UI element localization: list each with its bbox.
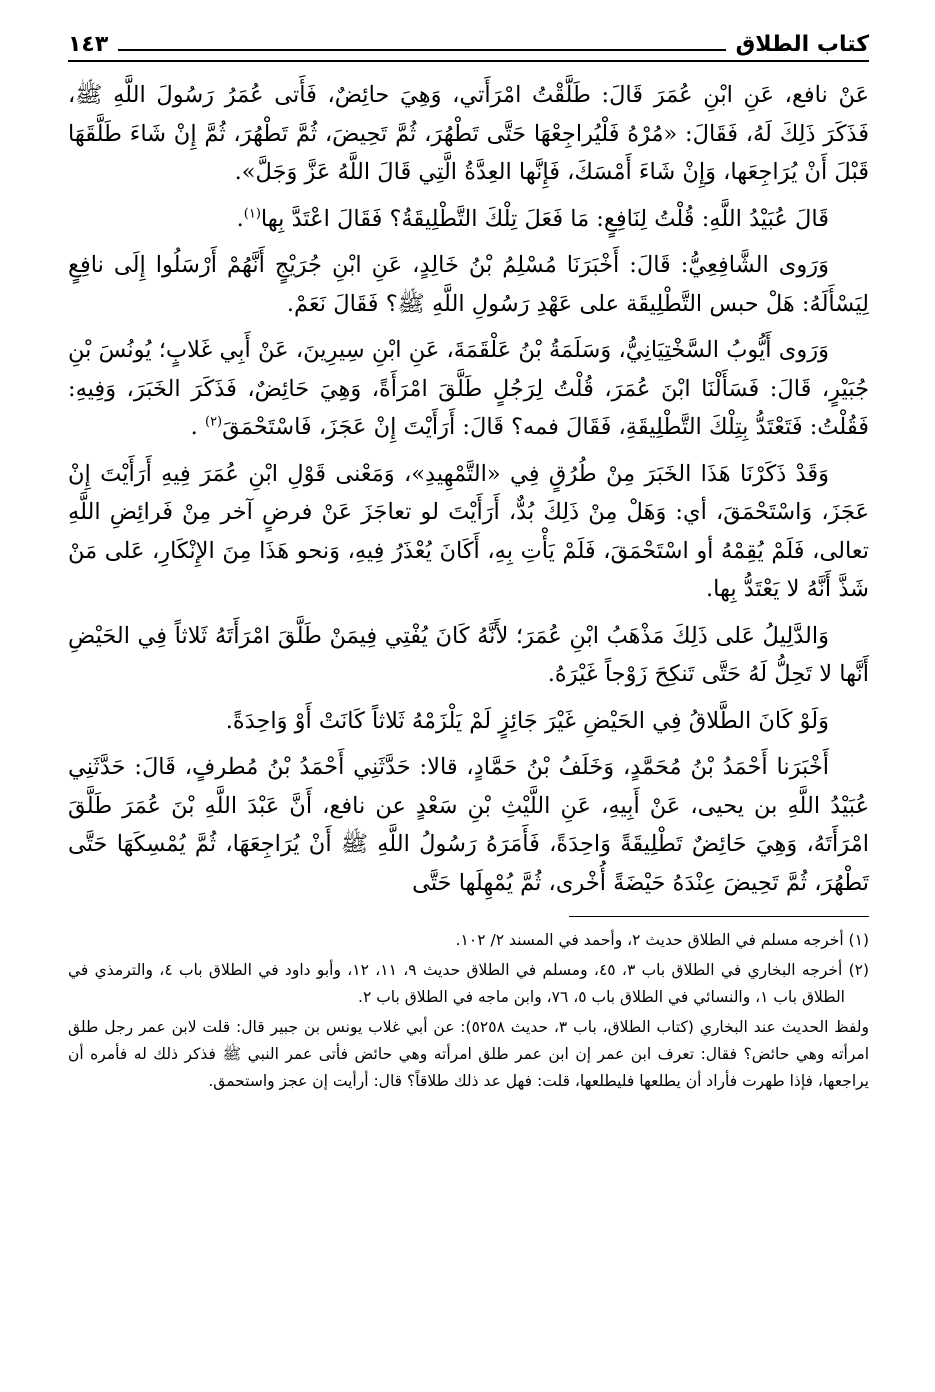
paragraph-evidence: وَالدَّلِيلُ عَلى ذَلِكَ مَذْهَبُ ابْنِ عُمَرَ؛ لأَنَّهُ كَانَ يُفْتِي فِيمَنْ طَلَّقَ امْرَأَتَهُ ثَلاثاً فِي الحَيْضِ أَنَّها لا تَحِلُّ لَهُ حَتَّى تَنكِحَ زَوْجاً غَيْرَهُ. bbox=[68, 622, 869, 687]
main-text bbox=[68, 76, 869, 902]
paragraph-isnad: أَخْبَرَنا أَحْمَدُ بْنُ مُحَمَّدٍ، وَخَلَفُ بْنُ حَمَّادٍ، قالا: حَدَّثَنِي أَحْمَدُ بْنُ مُطرفٍ، قَالَ: حَدَّثَنِي عُبَيْدُ اللَّهِ بن يحيى، عَنْ أَبِيهِ، عَنِ اللَّيْثِ بْنِ سَعْدٍ عن نافع، أَنَّ عَبْدَ اللَّهِ بْنَ عُمَرَ طَلَّقَ امْرَأَتَهُ، وَهِيَ حَائِضٌ تَطْلِيقَةً وَاحِدَةً، فَأَمَرَهُ رَسُولُ اللَّهِ ﷺ أَنْ يُرَاجِعَهَا، ثُمَّ يُمْسِكَهَا حَتَّى تَطْهُرَ، ثُمَّ تَحِيضَ عِنْدَهُ حَيْضَةً أُخْرى، ثُمَّ يُمْهِلَها حَتَّى bbox=[68, 754, 869, 896]
paragraph-text: قَالَ عُبَيْدُ اللَّهِ: قُلْتُ لِنَافِعٍ: مَا فَعَلَ تِلْكَ التَّطْلِيقَةُ؟ فَقَالَ اعْتَدَّ بِها bbox=[260, 205, 829, 232]
running-header bbox=[68, 22, 869, 62]
header-rule bbox=[118, 49, 725, 51]
footnote-1: (١) أخرجه مسلم في الطلاق حديث ٢، وأحمد في المسند ٢/ ١٠٢. bbox=[455, 931, 869, 949]
footnote-separator bbox=[569, 916, 869, 917]
footnote-ref-2: (٢) bbox=[204, 414, 223, 430]
paragraph-shafii: وَرَوى الشَّافِعِيُّ: قَالَ: أَخْبَرَنَا مُسْلِمُ بْنُ خَالِدٍ، عَنِ ابْنِ جُرَيْجٍ أَنَّهُمْ أَرْسَلُوا إِلَى نافِعٍ لِيَسْأَلَهُ: هَلْ حبس التَّطْلِيقَة على عَهْدِ رَسُولِ اللَّهِ ﷺ؟ فَقَالَ نَعَمْ. bbox=[68, 252, 869, 317]
running-title: كتاب الطلاق bbox=[735, 32, 869, 57]
paragraph-hadith-nafi: عَنْ نافع، عَنِ ابْنِ عُمَرَ قَالَ: طَلَّقْتُ امْرَأَتي، وَهِيَ حائِضٌ، فَأَتى عُمَرُ رَسُولَ اللَّهِ ﷺ، فَذَكَرَ ذَلِكَ لَهُ، فَقَالَ: «مُرْهُ فَلْيُراجِعْهَا حَتَّى تَطْهُرَ، ثُمَّ تَحِيضَ، ثُمَّ تَطْهُرَ، ثُمَّ إِنْ شَاءَ طَلَّقَهَا قَبْلَ أَنْ يُرَاجِعَها، وَإِنْ شَاءَ أَمْسَكَ، فَإِنَّها العِدَّةُ الَّتِي قَالَ اللَّهُ عَزَّ وَجَلَّ». bbox=[68, 82, 869, 185]
paragraph-tamhid: وَقَدْ ذَكَرْنَا هَذَا الخَبَرَ مِنْ طُرُقٍ فِي «التَّمْهِيدِ»، وَمَعْنى قَوْلِ ابْنِ عُمَرَ فِيهِ أَرَأَيْتَ إِنْ عَجَزَ، وَاسْتَحْمَقَ، أي: وَهَلْ مِنْ ذَلِكَ بُدٌّ، أَرَأَيْتَ لو تعاجَزَ عَنْ فرضٍ آخر مِنْ فَرائِضِ اللَّهِ تعالى، فَلَمْ يُقِمْهُ أو اسْتَحْمَقَ، فَلَمْ يَأْتِ بِهِ، أَكَانَ يُعْذَرُ فِيهِ، وَنحو هَذَا مِنَ الإِنْكَارِ، عَلى مَنْ شَذَّ أَنَّهُ لا يَعْتَدُّ بِها. bbox=[68, 460, 869, 602]
footnote-2: (٢) أخرجه البخاري في الطلاق باب ٣، ٤٥، ومسلم في الطلاق حديث ٩، ١١، ١٢، وأبو داود في الطلاق باب ٤، والترمذي في الطلاق باب ١، والنسائي في الطلاق باب ٥، ٧٦، وابن ماجه في الطلاق باب ٢. bbox=[68, 961, 870, 1006]
footnote-2-continuation: ولفظ الحديث عند البخاري (كتاب الطلاق، باب ٣، حديث ٥٢٥٨): عن أبي غلاب يونس بن جبير قال: قلت لابن عمر رجل طلق امرأته وهي حائض؟ فقال: تعرف ابن عمر إن ابن عمر طلق امرأته وهي حائض فأتى عمر النبي ﷺ فذكر ذلك له فأمره أن يراجعها، فإذا طهرت فأراد أن يطلعها فليطلعها، قلت: فهل عد ذلك طلاقاً؟ قال: أرأيت إن عجز واستحمق. bbox=[68, 1018, 870, 1090]
page-number: ١٤٣ bbox=[68, 32, 109, 57]
paragraph-ayyub bbox=[68, 331, 869, 447]
paragraph-text: وَرَوى أَيُّوبُ السَّخْتِيَانِيُّ، وَسَلَمَةُ بْنُ عَلْقَمَةَ، عَنِ ابْنِ سِيرِينَ، عَنْ أَبِي غَلابٍ؛ يُونُسَ بْنِ جُبَيْرٍ، قَالَ: فَسَأَلْنَا ابْنَ عُمَرَ، قُلْتُ لِرَجُلٍ طَلَّقَ امْرَأَةً، وَهِيَ حَائِضٌ، فَذَكَرَ الخَبَرَ، وَفِيهِ: فَقُلْتُ: فَتَعْتَدُّ بِتِلْكَ التَّطْلِيقَةِ، فَقَالَ فمه؟ قَالَ: أَرَأَيْتَ إِنْ عَجَزَ، فَاسْتَحْمَقَ bbox=[68, 337, 869, 440]
paragraph-end-mark: . bbox=[236, 205, 244, 232]
paragraph-if-talaq: وَلَوْ كَانَ الطَّلاقُ فِي الحَيْضِ غَيْرَ جَائِزٍ لَمْ يَلْزَمْهُ ثَلاثاً كَانَتْ أَوْ وَاحِدَةً. bbox=[225, 707, 829, 734]
paragraph-ubaydullah bbox=[68, 200, 869, 239]
footnotes bbox=[68, 927, 869, 1095]
paragraph-end-mark: . bbox=[190, 414, 205, 440]
footnote-ref-1: (١) bbox=[243, 206, 261, 221]
